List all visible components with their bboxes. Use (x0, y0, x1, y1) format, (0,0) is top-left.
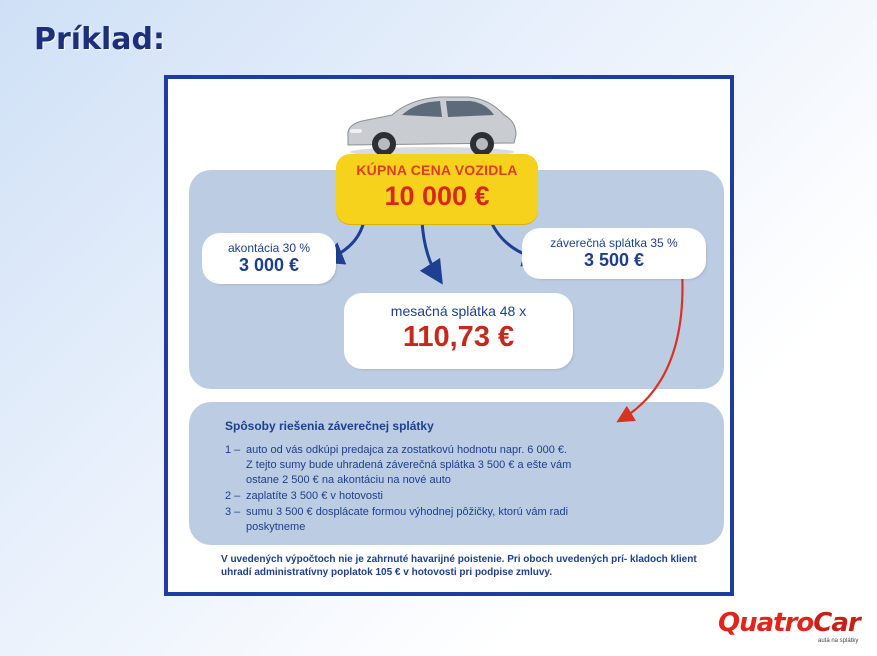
option-line: Z tejto sumy bude uhradená záverečná splátka 3 500 € a ešte vám (246, 459, 572, 471)
option-number: 1 – (225, 444, 241, 456)
option-line: zaplatíte 3 500 € v hotovosti (246, 490, 383, 502)
option-line: sumu 3 500 € dosplácate formou výhodnej pôžičky, ktorú vám radi (246, 506, 569, 518)
down-payment-value: 3 000 € (238, 255, 300, 275)
logo-name (718, 608, 860, 638)
options-heading: Spôsoby riešenia záverečnej splátky (225, 419, 434, 433)
logo-name-a: Quatro (718, 608, 814, 638)
disclaimer-text: V uvedených výpočtoch nie je zahrnuté havarijné poistenie. Pri oboch uvedených prí- kladoch klient uhradí administratívny poplatok 105 € v hotovosti pri podpise zmluvy. (221, 554, 697, 578)
monthly-payment-box (346, 295, 571, 367)
quatrocar-logo (718, 608, 860, 644)
option-number: 3 – (225, 506, 241, 518)
final-payment-label: záverečná splátka 35 % (550, 236, 678, 250)
purchase-price-value: 10 000 € (384, 181, 490, 211)
infographic-frame (164, 75, 734, 596)
monthly-payment-value: 110,73 € (402, 321, 515, 353)
purchase-price-label: KÚPNA CENA VOZIDLA (356, 162, 518, 178)
option-number: 2 – (225, 490, 241, 502)
page-title: Príklad: (34, 22, 166, 57)
final-payment-value: 3 500 € (583, 250, 645, 270)
option-line: ostane 2 500 € na akontáciu na nové auto (246, 474, 451, 486)
option-line: auto od vás odkúpi predajca za zostatkovú hodnotu napr. 6 000 €. (246, 444, 568, 456)
option-line: poskytneme (246, 521, 306, 533)
down-payment-label: akontácia 30 % (227, 241, 311, 255)
car-image (340, 89, 520, 159)
final-payment-box (524, 230, 704, 277)
down-payment-box (204, 235, 334, 282)
logo-tagline: autá na splátky (818, 638, 859, 644)
purchase-price-tag (336, 154, 538, 224)
monthly-payment-label: mesačná splátka 48 x (390, 303, 527, 319)
logo-name-b: Car (813, 608, 860, 638)
